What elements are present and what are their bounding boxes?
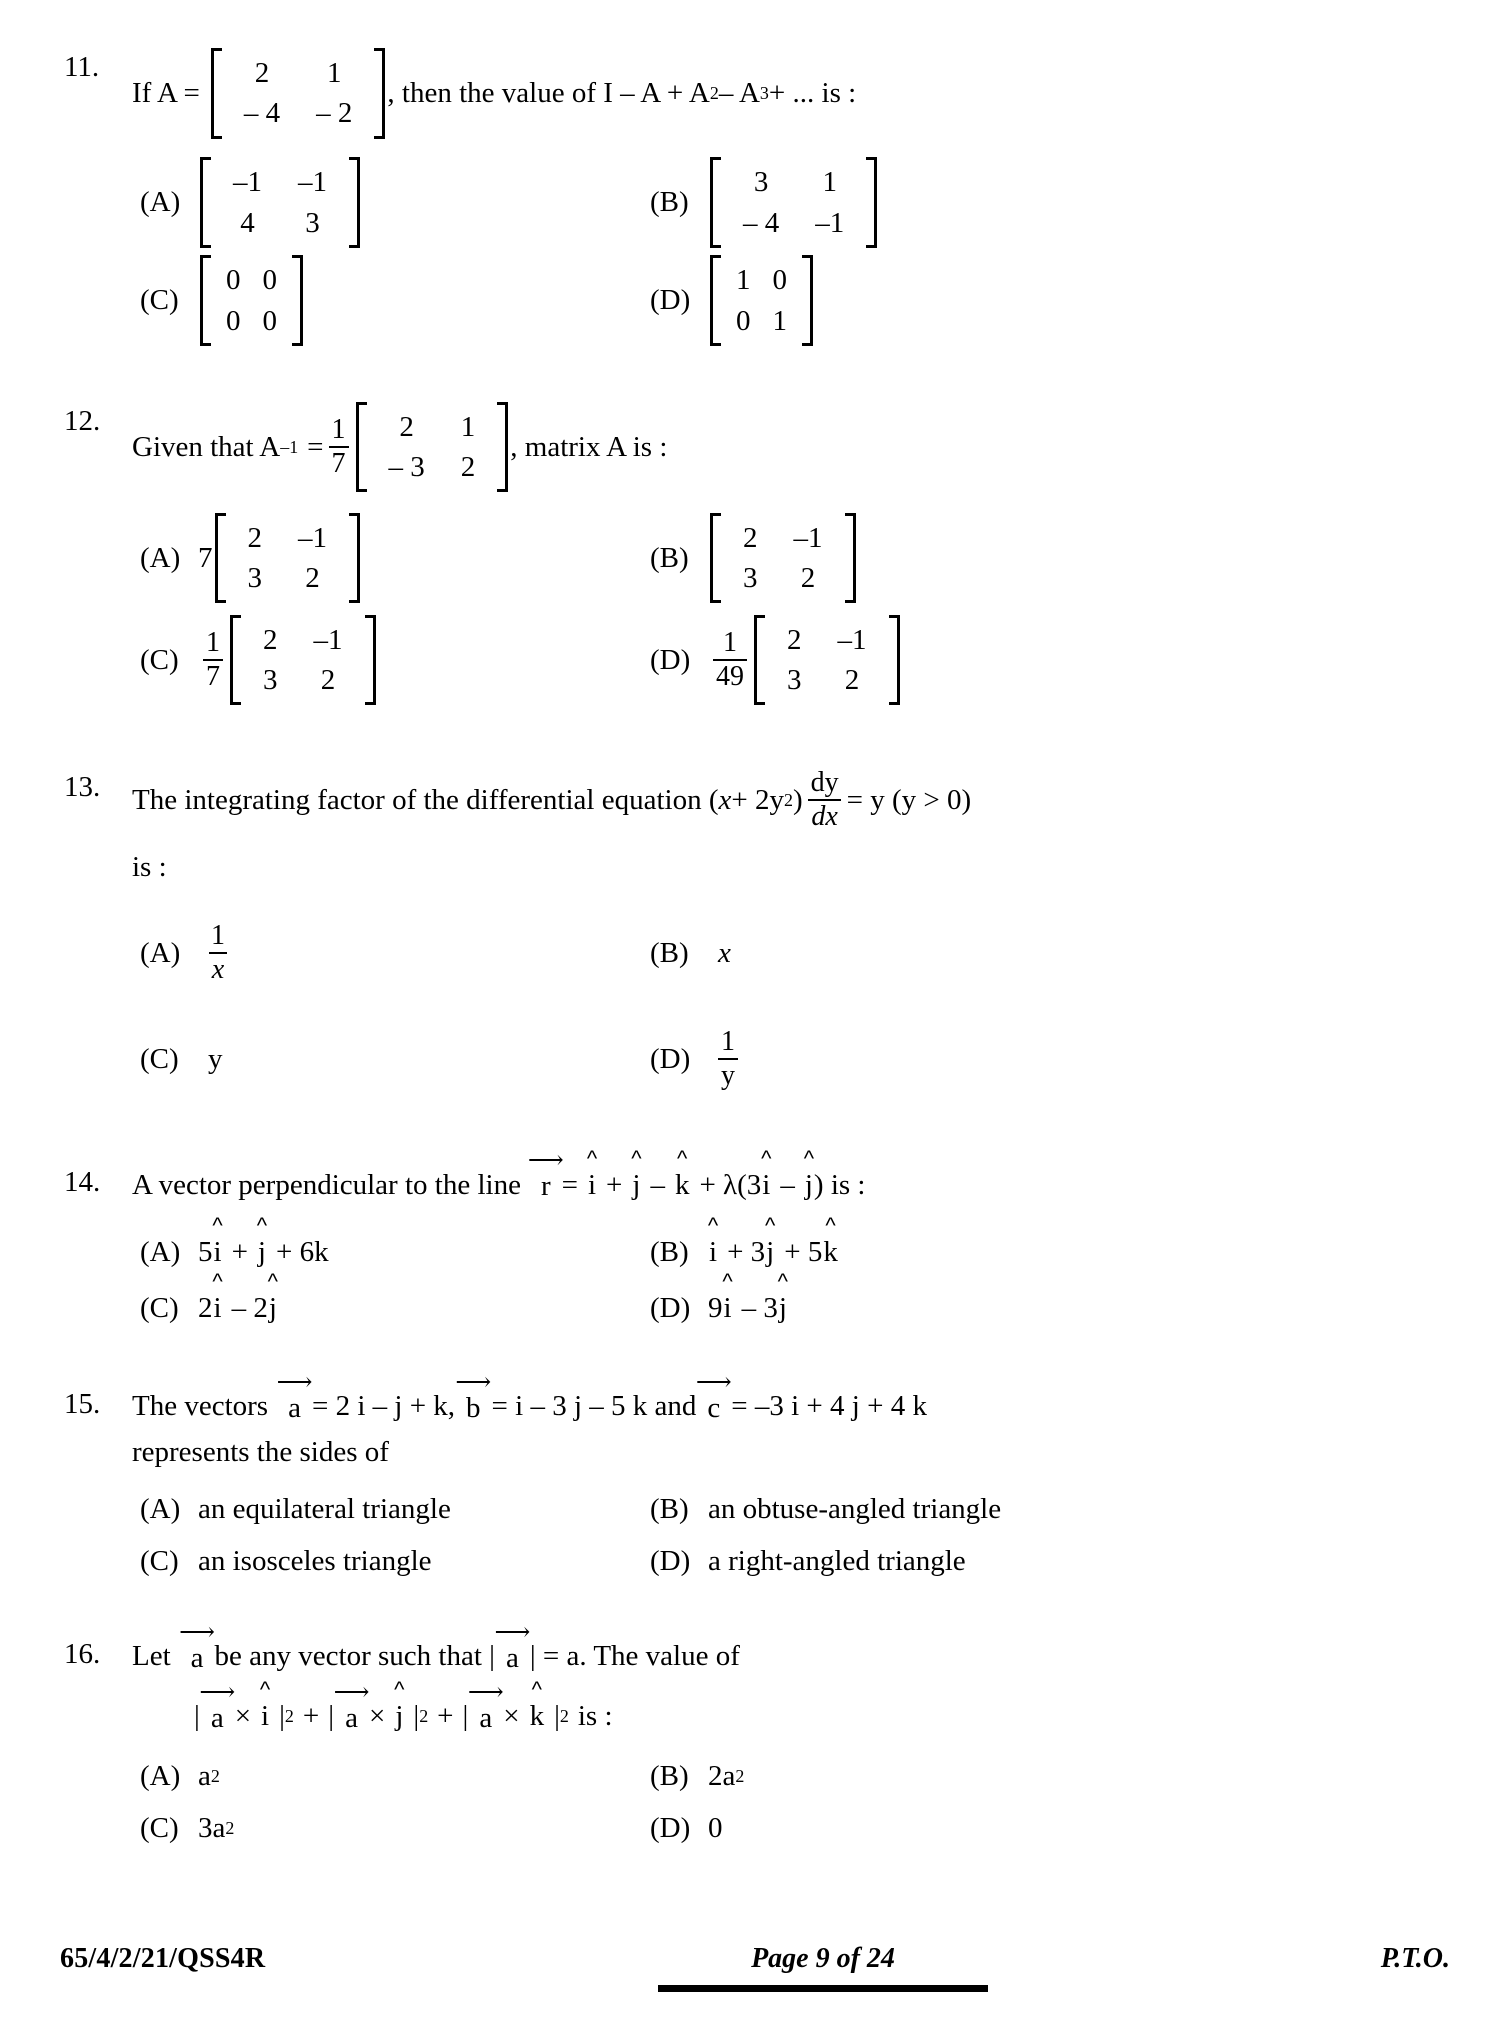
matrix-cell: 0 <box>262 304 277 337</box>
matrix-cell: 2 <box>800 562 816 595</box>
option-label: (C) <box>140 1544 179 1577</box>
matrix-cell: –1 <box>233 166 262 199</box>
option-text: y <box>208 1042 223 1075</box>
option-text: an obtuse-angled triangle <box>708 1492 1002 1525</box>
j-hat-icon: ^ j <box>267 1269 279 1325</box>
option-d[interactable] <box>642 614 1440 706</box>
i-hat-icon: ^ i <box>212 1269 223 1325</box>
option-matrix <box>710 157 877 248</box>
matrix-cell: 1 <box>822 166 837 199</box>
fraction-numerator: 1 <box>721 1025 735 1057</box>
option-label: (B) <box>650 1492 689 1525</box>
question-12 <box>60 402 1440 707</box>
derivative-fraction <box>808 768 842 832</box>
matrix-cell: –1 <box>298 166 327 199</box>
option-text: 2a <box>708 1759 736 1792</box>
option-d[interactable] <box>642 1269 1440 1337</box>
options-14 <box>132 1213 1440 1337</box>
stem-suffix-3: + ... is : <box>768 76 857 109</box>
stem-tail: | = a. The value of <box>529 1640 740 1673</box>
question-stem: Given that A –1 = $\frac{1}{7}$ 2 1 – 3 2 , matrix A is : <box>132 402 1440 493</box>
option-label: (C) <box>140 1811 179 1844</box>
option-c[interactable] <box>132 1269 642 1337</box>
option-b[interactable] <box>642 907 1440 999</box>
vector-a: ⟶ a <box>333 1678 370 1734</box>
matrix-cell: 2 <box>263 623 278 656</box>
stem-line-2: represents the sides of <box>132 1436 389 1469</box>
option-label: (B) <box>650 936 689 969</box>
option-label: (D) <box>650 1811 691 1844</box>
vector-symbol: a <box>288 1391 301 1424</box>
matrix-cell: 3 <box>305 206 320 239</box>
option-label: (B) <box>650 186 689 219</box>
option-label: (C) <box>140 643 179 676</box>
option-term: – 2 <box>231 1292 268 1325</box>
option-label: (D) <box>650 1042 691 1075</box>
option-text: 0 <box>708 1811 723 1844</box>
option-matrix <box>230 615 376 706</box>
j-hat-icon: ^ j <box>765 1213 776 1269</box>
option-matrix <box>200 157 360 248</box>
vector-symbol: a <box>505 1641 519 1674</box>
option-matrix <box>710 513 856 604</box>
option-b[interactable] <box>642 157 1440 249</box>
unit-vector-k: k <box>674 1168 690 1201</box>
options-15 <box>132 1483 1440 1587</box>
vector-a: ⟶ a <box>467 1678 504 1734</box>
matrix-cell: 2 <box>787 623 802 656</box>
fraction-denominator: x <box>209 952 227 985</box>
matrix-cell: 1 <box>327 57 342 89</box>
stem-prefix: Let <box>132 1640 171 1673</box>
matrix-cell: –1 <box>837 623 867 656</box>
vector-r: ⟶ r <box>527 1147 564 1203</box>
option-label: (A) <box>140 1759 181 1792</box>
stem-prefix: Given that A <box>132 430 281 463</box>
page-label: Page 9 of 24 <box>751 1943 895 1974</box>
vector-symbol: a <box>345 1701 358 1734</box>
option-c[interactable] <box>132 1535 642 1587</box>
matrix-cell: 3 <box>247 562 262 595</box>
option-matrix <box>710 255 813 346</box>
unit-vector-i: i <box>213 1236 222 1269</box>
matrix-A-inverse <box>356 402 509 493</box>
question-number: 13. <box>64 771 101 804</box>
expression-line: | ⟶ a × ^ i | 2 + | ⟶ a × ^ j | 2 + | ⟶ a × ^ k | 2 is : <box>132 1695 1440 1739</box>
matrix-cell: 3 <box>787 664 802 697</box>
stem-suffix: , matrix A is : <box>510 430 668 463</box>
option-d[interactable] <box>642 1802 1440 1854</box>
option-term: + 3 <box>727 1236 766 1269</box>
i-hat-icon: ^ i <box>761 1145 772 1201</box>
option-term: + <box>231 1236 248 1269</box>
matrix-cell: 2 <box>399 410 414 443</box>
matrix-cell: 2 <box>844 664 860 697</box>
question-16 <box>60 1618 1440 1854</box>
option-c[interactable]: (C) 3a 2 <box>132 1802 642 1854</box>
option-text: 3a <box>198 1811 226 1844</box>
unit-vector-j: j <box>268 1292 277 1325</box>
stem-prefix: If A = <box>132 76 200 109</box>
option-d[interactable] <box>642 1535 1440 1587</box>
option-matrix <box>754 615 900 706</box>
options-16 <box>132 1750 1440 1854</box>
option-label: (A) <box>140 541 181 574</box>
fraction-denominator: dx <box>808 799 840 832</box>
matrix-cell: 1 <box>772 304 787 337</box>
unit-vector-j: j <box>632 1168 641 1201</box>
vector-b: ⟶ b <box>455 1368 492 1424</box>
stem-prefix: The integrating factor of the differential equation ( <box>132 784 719 816</box>
vector-symbol: b <box>466 1391 481 1424</box>
equals-sign: = <box>307 430 324 463</box>
matrix-cell: 3 <box>753 166 769 199</box>
stem-line-2: is : <box>132 850 167 883</box>
question-13 <box>60 768 1440 1105</box>
options-13 <box>132 907 1440 1105</box>
matrix-cell: 2 <box>254 57 270 89</box>
j-hat-icon: ^ j <box>256 1213 268 1269</box>
matrix-cell: 0 <box>262 264 277 297</box>
i-hat-icon: ^ i <box>586 1145 598 1201</box>
unit-vector-i: i <box>587 1168 597 1201</box>
stem-tail: = y (y > 0) <box>846 784 972 816</box>
option-label: (D) <box>650 1292 691 1325</box>
fraction-numerator: dy <box>810 767 839 799</box>
matrix-cell: – 4 <box>743 206 780 239</box>
matrix-cell: 1 <box>460 410 476 443</box>
option-fraction <box>713 628 747 692</box>
page-footer <box>60 1943 1450 1992</box>
matrix-cell: 2 <box>743 521 758 554</box>
option-a[interactable] <box>132 1483 642 1535</box>
question-number: 16. <box>64 1637 101 1670</box>
matrix-cell: –1 <box>793 521 823 554</box>
question-stem <box>132 1145 1440 1207</box>
question-14 <box>60 1145 1440 1337</box>
vector-a: ⟶ a <box>494 1618 531 1674</box>
expression-tail: is : <box>577 1700 613 1732</box>
option-a[interactable] <box>132 907 642 999</box>
matrix-cell: –1 <box>313 623 343 656</box>
stem-close-paren: ) <box>792 784 803 816</box>
option-label: (C) <box>140 284 179 317</box>
matrix-cell: 0 <box>226 264 241 297</box>
option-d[interactable] <box>642 1013 1440 1105</box>
j-hat-icon: ^ j <box>394 1677 405 1732</box>
question-number: 15. <box>64 1387 101 1420</box>
option-term: + 5 <box>784 1236 823 1269</box>
fraction-numerator: 1 <box>331 413 346 445</box>
page-indicator <box>658 1943 988 1992</box>
option-label: (C) <box>140 1042 179 1075</box>
unit-vector-j: j <box>778 1292 787 1325</box>
question-stem: The integrating factor of the differential equation ( x + 2y 2 ) $\frac{dy}{dx}$ = y (y > 0) <box>132 767 972 833</box>
option-a[interactable] <box>132 157 642 249</box>
unit-vector-j: j <box>257 1236 266 1269</box>
unit-vector-j: j <box>766 1236 775 1269</box>
question-stem <box>132 1368 1440 1429</box>
options-11 <box>132 157 1440 347</box>
fraction-numerator: 1 <box>723 626 737 658</box>
option-label: (C) <box>140 1292 179 1325</box>
unit-vector-i: i <box>723 1292 732 1325</box>
question-stem: If A = 2 1 – 4 – 2 , then the value of I – A + A 2 – A 3 + ... is : <box>132 48 1440 139</box>
equals-sign: = <box>561 1168 578 1201</box>
i-hat-icon: ^ i <box>212 1213 223 1269</box>
stem-tail: ) is : <box>813 1168 866 1201</box>
cross-product-icon: × <box>234 1700 252 1732</box>
unit-vector-j: j <box>395 1700 404 1732</box>
exam-code: 65/4/2/21/QSS4R <box>60 1943 266 1974</box>
option-fraction <box>203 628 223 692</box>
option-d[interactable] <box>642 255 1440 347</box>
option-term: + 6k <box>275 1236 329 1269</box>
option-term: 5 <box>198 1236 213 1269</box>
j-hat-icon: ^ j <box>631 1145 642 1201</box>
vector-c: ⟶ c <box>695 1368 732 1424</box>
matrix-cell: – 4 <box>243 97 281 130</box>
option-label: (A) <box>140 1236 181 1269</box>
variable-x: x <box>718 784 732 816</box>
unit-vector-j: j <box>804 1168 813 1201</box>
vector-symbol: a <box>190 1641 204 1674</box>
cross-product-icon: × <box>368 1700 386 1732</box>
matrix-cell: –1 <box>815 206 845 239</box>
matrix-cell: 0 <box>772 264 787 297</box>
option-text: a right-angled triangle <box>708 1544 966 1577</box>
option-b[interactable] <box>642 1483 1440 1535</box>
option-a[interactable]: (A) a 2 <box>132 1750 642 1802</box>
minus-sign: – <box>780 1168 795 1201</box>
stem-mid: be any vector such that | <box>214 1640 495 1673</box>
option-text: an isosceles triangle <box>198 1544 432 1577</box>
option-b[interactable] <box>642 1213 1440 1281</box>
unit-vector-i: i <box>762 1168 771 1201</box>
coefficient-fraction <box>329 415 349 479</box>
matrix-cell: 2 <box>460 450 476 483</box>
questions-container <box>60 48 1440 1854</box>
stem-suffix-1: , then the value of I – A + A <box>387 76 710 109</box>
option-a[interactable] <box>132 1213 642 1281</box>
matrix-cell: 2 <box>320 664 336 697</box>
k-hat-icon: ^ k <box>529 1677 545 1732</box>
option-label: (A) <box>140 936 181 969</box>
option-fraction <box>718 1027 738 1091</box>
option-b[interactable] <box>642 512 1440 604</box>
option-fraction <box>208 921 228 985</box>
matrix-cell: 0 <box>226 304 241 337</box>
question-number: 11. <box>64 51 100 83</box>
option-term: 2 <box>198 1292 213 1325</box>
lambda-term: + λ(3 <box>699 1168 762 1201</box>
vector-symbol: c <box>707 1391 721 1424</box>
option-term: 9 <box>708 1292 723 1325</box>
fraction-denominator: 49 <box>713 659 747 692</box>
option-label: (D) <box>650 284 691 317</box>
option-term: – 3 <box>741 1292 778 1325</box>
option-label: (B) <box>650 541 689 574</box>
fraction-denominator: y <box>718 1058 738 1091</box>
j-hat-icon: ^ j <box>777 1269 789 1325</box>
matrix-cell: 4 <box>240 206 255 239</box>
vector-symbol: r <box>540 1170 551 1203</box>
question-number: 12. <box>64 404 101 437</box>
option-scalar: 7 <box>198 541 213 574</box>
option-c[interactable] <box>132 255 642 347</box>
fraction-numerator: 1 <box>211 919 225 951</box>
matrix-cell: 1 <box>736 264 751 297</box>
options-12 <box>132 512 1440 706</box>
stem-suffix-2: – A <box>718 76 760 109</box>
option-label: (B) <box>650 1236 689 1269</box>
option-matrix <box>200 255 303 346</box>
fraction-denominator: 7 <box>203 659 223 692</box>
option-b[interactable]: (B) 2a 2 <box>642 1750 1440 1802</box>
option-c[interactable] <box>132 614 642 706</box>
vector-a: ⟶ a <box>276 1368 313 1424</box>
j-hat-icon: ^ j <box>803 1145 815 1201</box>
matrix-cell: 3 <box>263 664 278 697</box>
option-text: x <box>718 936 731 969</box>
matrix-cell: – 2 <box>316 97 353 130</box>
fraction-numerator: 1 <box>206 626 220 658</box>
matrix-cell: 0 <box>736 304 751 337</box>
unit-vector-k: k <box>823 1236 838 1269</box>
unit-vector-i: i <box>709 1236 718 1269</box>
matrix-cell: 2 <box>247 521 262 554</box>
k-hat-icon: ^ k <box>823 1213 838 1269</box>
footer-divider <box>658 1985 988 1992</box>
vector-symbol: a <box>479 1701 493 1734</box>
option-label: (A) <box>140 186 181 219</box>
option-text: an equilateral triangle <box>198 1492 451 1525</box>
matrix-cell: 3 <box>743 562 758 595</box>
matrix-cell: –1 <box>298 521 327 554</box>
i-hat-icon: ^ i <box>259 1677 271 1732</box>
cross-product-icon: × <box>503 1700 520 1732</box>
fraction-denominator: 7 <box>329 446 349 479</box>
unit-vector-k: k <box>529 1700 545 1732</box>
minus-sign: – <box>650 1168 665 1201</box>
question-11 <box>60 48 1440 347</box>
stem-prefix: The vectors <box>132 1390 269 1423</box>
k-hat-icon: ^ k <box>674 1145 690 1201</box>
vector-b-expression: = i – 3 j – 5 k and <box>491 1390 697 1423</box>
option-label: (D) <box>650 643 691 676</box>
pto-label: P.T.O. <box>1380 1943 1450 1974</box>
matrix-cell: – 3 <box>388 450 425 483</box>
vector-symbol: a <box>210 1701 224 1734</box>
vector-a: ⟶ a <box>199 1678 236 1734</box>
unit-vector-i: i <box>261 1700 270 1732</box>
option-label: (B) <box>650 1759 689 1792</box>
question-15 <box>60 1368 1440 1587</box>
i-hat-icon: ^ i <box>707 1213 719 1269</box>
vector-a: ⟶ a <box>179 1618 216 1674</box>
i-hat-icon: ^ i <box>722 1269 733 1325</box>
question-stem <box>132 1618 1440 1679</box>
vector-a-expression: = 2 i – j + k, <box>311 1390 456 1423</box>
vector-c-expression: = –3 i + 4 j + 4 k <box>731 1390 927 1423</box>
option-text: a <box>198 1759 211 1792</box>
plus-sign: + <box>606 1168 623 1201</box>
matrix-cell: 2 <box>305 562 320 595</box>
option-label: (A) <box>140 1492 181 1525</box>
option-a[interactable] <box>132 512 642 604</box>
question-number: 14. <box>64 1166 101 1199</box>
stem-prefix: A vector perpendicular to the line <box>132 1168 521 1201</box>
option-c[interactable] <box>132 1013 642 1105</box>
stem-mid: + 2y <box>731 784 784 816</box>
unit-vector-i: i <box>213 1292 222 1325</box>
matrix-A <box>211 48 386 139</box>
option-matrix <box>215 513 361 604</box>
option-label: (D) <box>650 1544 691 1577</box>
